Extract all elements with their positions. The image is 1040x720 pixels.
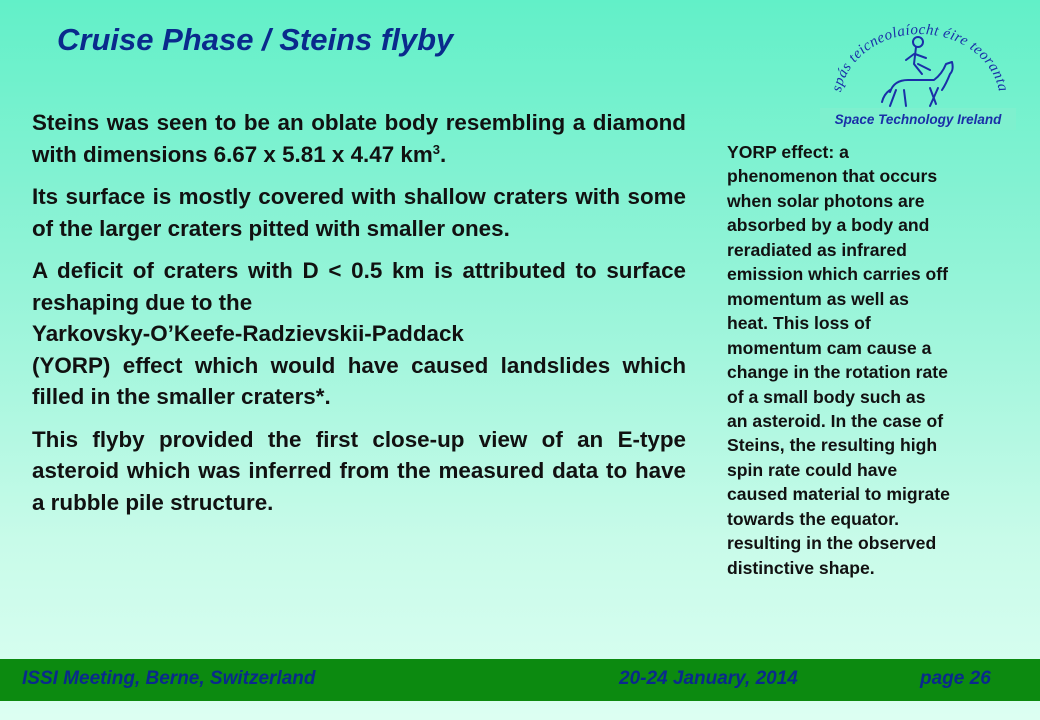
side-note-line: heat. This loss of <box>727 313 871 334</box>
paragraph-steins-shape <box>32 107 686 170</box>
paragraph-crater-deficit <box>32 255 686 413</box>
footer-date: 20-24 January, 2014 <box>619 668 798 689</box>
footer-bar <box>0 659 1040 701</box>
side-note-line: towards the equator. <box>727 508 900 529</box>
side-note-line: when solar photons are <box>727 190 925 211</box>
yorp-side-note <box>727 140 1027 580</box>
side-note-line: distinctive shape. <box>727 557 875 578</box>
side-note-line: an asteroid. In the case of <box>727 410 944 431</box>
side-note-line: YORP effect: a <box>727 142 849 162</box>
side-note-line: caused material to migrate <box>727 484 950 505</box>
space-technology-ireland-logo <box>818 24 1018 132</box>
side-note-line: momentum cam cause a <box>727 337 932 358</box>
side-note-line: emission which carries off <box>727 264 948 285</box>
side-note-line: phenomenon that occurs <box>727 166 938 187</box>
main-text <box>32 107 686 518</box>
paragraph-surface: Its surface is mostly covered with shallow craters with some of the larger craters pitted with smaller ones. <box>32 184 686 241</box>
p1-text: Steins was seen to be an oblate body resembling a diamond with dimensions 6.67 x 5.81 x 4.47 km <box>32 110 686 167</box>
p3-part-c: (YORP) effect which would have caused landslides which filled in the smaller craters*. <box>32 352 686 409</box>
footer-page-number: page 26 <box>920 668 991 689</box>
side-note-line: spin rate could have <box>727 459 898 480</box>
side-note-line: change in the rotation rate <box>727 362 948 383</box>
p3-part-a: A deficit of craters with D < 0.5 km is attributed to surface reshaping due to the <box>32 258 686 315</box>
p1-superscript: 3 <box>432 141 440 157</box>
side-note-line: of a small body such as <box>727 386 926 407</box>
horse-rider-icon <box>882 37 953 106</box>
logo-label: Space Technology Ireland <box>834 112 1002 127</box>
slide-title: Cruise Phase / Steins flyby <box>57 22 454 57</box>
side-note-line: Steins, the resulting high <box>727 435 938 456</box>
footer-meeting: ISSI Meeting, Berne, Switzerland <box>22 668 316 689</box>
logo-arc-text: spás teicneolaíocht éire teoranta <box>829 24 1012 94</box>
side-note-line: momentum as well as <box>727 288 909 309</box>
p1-end: . <box>439 141 447 167</box>
side-note-line: absorbed by a body and <box>727 215 930 236</box>
side-note-line: reradiated as infrared <box>727 239 907 260</box>
paragraph-flyby-result: This flyby provided the first close-up view of an E-type asteroid which was inferred from the measured data to have a rubble pile structure. <box>32 426 686 515</box>
svg-text:spás teicneolaíocht éire teora <box>829 24 1011 93</box>
side-note-line: resulting in the observed <box>727 533 937 554</box>
p3-part-b: Yarkovsky-O’Keefe-Radzievskii-Paddack <box>32 321 464 346</box>
